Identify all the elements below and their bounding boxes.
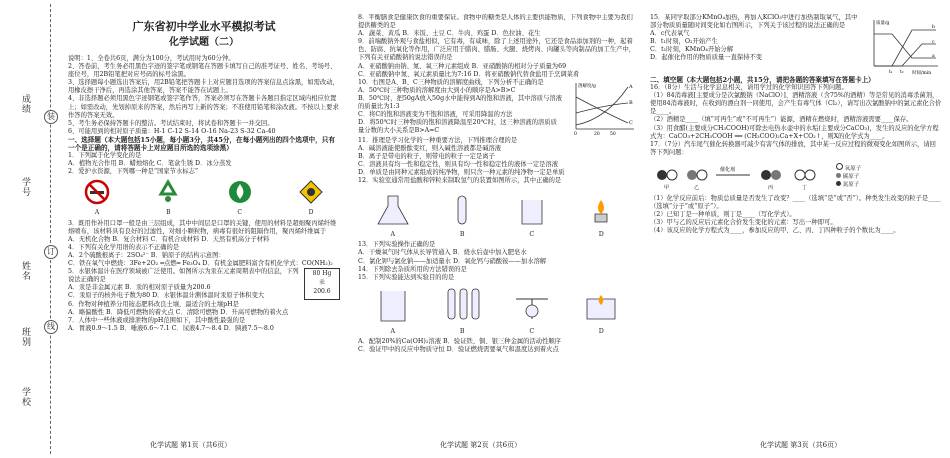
question: A．50℃时三种物质的溶解度由大到小的顺序是A>B>C <box>358 86 516 94</box>
atomic-mass: 200.6 <box>313 288 331 296</box>
question: 10．右图是A、B、C三种物质的溶解度曲线，下列分析不正确的是 <box>358 78 544 86</box>
water-sign-options <box>76 179 332 216</box>
apparatus-option <box>373 192 413 239</box>
series-label: b <box>932 25 935 30</box>
question: 12．实验室通常用盐酸和锌粒来制取氢气的装置如图所示，其中正确的是 <box>358 177 562 185</box>
curve-c <box>576 97 628 123</box>
question: 9．前端酸钠外观与食盐相似，它有毒，有咸味，除了上述用途外，它还是食品添加剂的一种，起着色、防腐、抗氧化等作用，广泛应用于腊肉、腊肠、火腿、烧烤肉、肉罐头等肉制品的加工生产中，下列有关亚硝酸钠的说法错误的是 <box>358 38 636 62</box>
question: 17．（7分）汽车尾气催化转换器可减少有害气体的排放，其中某一反应过程的微观变化如图所示，请回答下列问题： <box>650 140 936 156</box>
test-tubes-icon <box>440 285 484 325</box>
binding-mark: 装 <box>44 110 58 124</box>
question: （3）甲与乙的反应后元素化合价发生变化的元素：写出一种即可。 <box>650 219 837 227</box>
score-label: 成绩 <box>22 95 32 115</box>
tick-label: 20 <box>594 131 600 137</box>
question: C．溶液具有均一性和稳定性，则具有均一性和稳定性的液体一定是溶液 <box>358 161 559 169</box>
sign-label: A <box>94 208 100 216</box>
mercury-element-card <box>304 268 340 300</box>
beaker-icon <box>512 192 552 228</box>
school-label: 学校 <box>22 388 32 408</box>
note: 5、考生务必保持答题卡的整洁。考试结束时，将试卷和答题卡一并交回。 <box>68 119 274 127</box>
question: （2）已知丁是一种单质，则丁是____（写化学式）。 <box>650 211 796 219</box>
question: A．亚硝酸钠由钠、氮、氧三种元素组成 B．亚硝酸钠的相对分子质量为69 <box>358 62 567 70</box>
question: 14．下列除去杂质所用的方法错误的是 <box>358 265 467 273</box>
note: 3、选择题每小题选出答案后，用2B铅笔把答题卡上对应题目选项的答案信息点涂黑，如需改动，用橡皮擦干净后，再选涂其他答案，答案不能答在试题上。 <box>68 79 339 95</box>
student-id-label: 学号 <box>22 178 32 198</box>
page-3 <box>650 14 942 434</box>
x-axis-label: 时间/min <box>912 71 932 76</box>
page-footer: 化学试题 第3页（共6页） <box>760 441 842 449</box>
question: 5．水银体温计在医疗领域被广泛使用。如图所示为汞在元素周期表中的信息，下列说法正确的是 <box>68 268 299 284</box>
solubility-chart <box>566 79 636 137</box>
name-label: 姓名 <box>22 262 32 282</box>
sign-label: C <box>237 208 242 216</box>
atom-legend <box>836 163 861 189</box>
question: C．氯化钾与氯化钠——加适量水 D．氧化钙与硝酸铵——加水溶解 <box>358 257 547 265</box>
question: 13．下列实验操作正确的是 <box>358 241 436 249</box>
experiment-option <box>440 285 484 336</box>
tick-label: 0 <box>574 131 577 137</box>
page-1 <box>68 14 340 434</box>
tick-label: t₁ <box>889 70 893 75</box>
section-heading: 二、填空题（本大题包括2小题，共15分，请把各题的答案填写在答题卡上） <box>650 76 875 84</box>
option-label: C <box>529 231 535 239</box>
balance-icon <box>510 285 554 325</box>
question: C．验证甲中的反应中物质守恒 D．验证燃烧需要氧气和温度达到着火点 <box>358 345 559 353</box>
question: D．单质是由同种元素组成的纯净物，则只含一种元素的纯净物一定是单质 <box>358 169 565 177</box>
question: A．无机化合物 B．复合材料 C．有机合成材料 D．天然有机高分子材料 <box>68 235 270 243</box>
no-smoking-sign-icon <box>84 179 110 205</box>
question: 15．下列实验能达到实验目的的是 <box>358 273 455 281</box>
molecule-label: 甲 <box>664 184 670 191</box>
option-label: C <box>529 327 535 335</box>
option-label: B <box>459 327 465 335</box>
question: （1）84消毒液[主要成分是次氯酸钠（NaClO）]、酒精溶液（含75%的酒精）等是常见的消毒杀菌剂，使用84消毒液时，在收到的漂白剂一同使用，会产生有毒气体（Cl₂），请写出次氯酸钠中的氯元素化合价是____。 <box>650 92 942 116</box>
binding-mark: 线 <box>44 320 58 334</box>
question: D．将50℃时三种物质的饱和溶液降温至20℃时，这三种溶液的溶质质量分数的大小关系是B>A=C <box>358 119 557 135</box>
page-2 <box>358 14 636 434</box>
question: A．c代表氧气 <box>650 30 690 38</box>
series-label: a <box>932 54 935 59</box>
note: 2、答卷前，考生务必用黑色字迹的签字笔或钢笔在答题卡填写自己的准考证号、姓名、考场号、座位号，用2B铅笔把对应号码的标号涂黑。 <box>68 63 337 79</box>
molecule-label: 丁 <box>802 184 808 191</box>
element-symbol: Hg <box>322 270 332 278</box>
experiment-option <box>371 285 415 336</box>
question: B．t₁时刻，O₂开始产生 <box>650 38 718 46</box>
sign-option <box>147 179 189 216</box>
question: C．t₁时刻，KMnO₄开始分解 <box>650 46 734 54</box>
page-footer: 化学试题 第1页（共6页） <box>150 441 232 449</box>
curve-label: B <box>629 99 633 106</box>
question: （4）该反应的化学方程式为____，参加反应的甲、乙、丙、丁四种粒子的个数比为____。 <box>650 227 900 235</box>
question: 11．推理是学习化学的一种重要方法，下列推理合理的是 <box>358 136 518 144</box>
flask-icon <box>373 192 413 228</box>
y-axis-label: 质量/g <box>876 21 890 26</box>
question: A．配制20%的Ca(OH)₂溶液 B．验证铁、铜、银三种金属的活动性顺序 <box>358 337 561 345</box>
series-b <box>874 30 936 66</box>
tick-label: 50 <box>610 131 616 137</box>
mass-time-graph <box>862 14 942 76</box>
series-a <box>874 34 936 58</box>
test-tube-icon <box>442 192 482 228</box>
y-axis-label: 溶解度/g <box>578 83 596 89</box>
option-label: A <box>390 231 396 239</box>
page-footer: 化学试题 第2页（共6页） <box>440 441 522 449</box>
sign-label: D <box>308 208 314 216</box>
question: B．离子是带电的粒子，则带电的粒子一定是离子 <box>358 152 495 160</box>
binding-mark: 订 <box>44 245 58 259</box>
section-heading: 一、选择题（本大题包括15小题，每小题3分，共45分，在每小题列出的四个选项中，只有一个是正确的，请将答题卡上对应题目所选的选项涂黑） <box>68 135 335 153</box>
question: （3）用食醋(主要成分CH₃COOH)可除去电热水壶中的水垢(主要成分CaCO₃)，发生的反应的化学方程式为：CaCO₃+2CH₃COOH ══ (CH₃COO)₂Ca+X+CO₂↑，则X的化学式为____。 <box>650 124 939 140</box>
series-label: c <box>932 40 935 45</box>
sign-label: B <box>166 208 171 216</box>
atomic-number: 80 <box>312 270 321 278</box>
question: D．起催化作用的物质质量一直保持不变 <box>650 54 763 62</box>
sign-option <box>76 179 118 216</box>
reaction-diagram <box>650 161 942 191</box>
catalyst-label: 催化剂 <box>720 166 736 173</box>
question: A．汞是非金属元素 B．汞的相对原子质量为200.6 <box>68 284 211 292</box>
experiment-option <box>579 285 623 336</box>
question: 8．平衡膳食是健康饮食的重要保证。食物中的糖类是人体的主要供能物质，下列食物中主要为我们提供糖类的是 <box>358 14 633 30</box>
question: C．亚硝酸钠中氮、氧元素质量比为7:16 D．将亚硝酸钠代替食盐用于烹调菜肴 <box>358 70 580 78</box>
molecule-label: 丙 <box>768 184 774 191</box>
question: C．汞原子的核外电子数为80 D．水银体温计测体温时汞原子体积变大 <box>68 292 265 300</box>
element-name: 汞 <box>318 279 325 287</box>
question: A．胃液0.9～1.5 B．唾液6.6～7.1 C．尿液4.7～8.4 D．胰液7.5～8.0 <box>68 324 274 332</box>
recycle-icon <box>155 179 181 205</box>
combustion-icon <box>579 285 623 325</box>
apparatus-option <box>442 192 482 239</box>
option-label: D <box>598 327 604 335</box>
option-label: D <box>598 231 604 239</box>
question: 16．（8分）生活与化学息息相关，请用学过的化学知识回答下列问题。 <box>650 84 848 92</box>
burner-icon <box>581 192 621 228</box>
question: C．铁在氧气中燃烧：3Fe+2O₂ ═点燃═ Fe₃O₄ D．有机金属肥料富含有机化学式：CO(NH₂)₂ <box>68 260 333 268</box>
question: A．略偏酸性 B．降低可燃物的着火点 C．清除可燃物 D．升高可燃物的着火点 <box>68 308 289 316</box>
option-label: B <box>459 231 465 239</box>
class-label: 班别 <box>22 328 32 348</box>
note: 说明：1、全卷共6页，满分为100分，考试用时为60分钟。 <box>68 55 235 62</box>
question: （2）酒精是____（填“可再生”或“不可再生”）能源，酒精在燃烧时，酒精溶液需要____保存。 <box>650 116 913 124</box>
curve-b <box>576 103 628 113</box>
series-c <box>874 44 936 66</box>
molecule-label: 乙 <box>694 184 700 191</box>
legend-item: 碳原子 <box>842 173 860 180</box>
legend-item: 氮原子 <box>842 181 860 188</box>
sign-option <box>219 179 261 216</box>
question: 3．既用作补用口罩一般是由三层组成，其中中间层是口罩的关键，使用的材料是超细聚丙烯纤维熔喷布，该材料具有良好的过滤性，对细小颗粒物，病毒有很好的阻隔作用，聚丙烯纤维属于 <box>68 219 337 235</box>
curve-label: C <box>629 119 633 126</box>
cut-line <box>50 4 51 454</box>
exam-subtitle: 化学试题（二） <box>169 37 239 48</box>
exam-title: 广东省初中学业水平模拟考试 <box>132 20 276 33</box>
question: A．干燥氧气时气体从长导管通入 B．烧水后壶中加入肥皂水 <box>358 249 527 257</box>
option-label: A <box>390 327 396 335</box>
curve-label: A <box>629 83 633 90</box>
legend-item: 氧原子 <box>844 165 862 172</box>
question: 6．作物对种植养分用铵态肥料改良土壤，最适合的土壤pH是 <box>68 300 239 308</box>
question: 1．下列属于化学变化的是 <box>68 152 142 160</box>
question: C．将C的饱和溶液变为不饱和溶液，可采用降温的方法 <box>358 111 513 119</box>
apparatus-figures <box>358 187 636 239</box>
question: 15．某同学取部分KMnO₄加热，再加入KClO₃中进行加热制取氧气，其中部分物质质量随时间变化如右图所示，下列关于该过程的说法正确的是 <box>650 14 858 30</box>
hazard-icon <box>298 179 324 205</box>
experiment-figures <box>358 284 636 336</box>
binding-strip <box>0 0 62 458</box>
question: 7．人体中一些体液或排泄物的pH范围如下，其中酸性最强的是 <box>68 316 246 324</box>
question: 4．下列有关化学用语的表示不正确的是 <box>68 243 180 251</box>
question: B．50℃时，把50gA放入50g水中能得到A的饱和溶液，其中溶质与溶液的质量比为1:3 <box>358 94 562 111</box>
note: 6、可能用到的相对原子质量：H-1 C-12 S-14 O-16 Na-23 S-32 Ca-40 <box>68 127 276 135</box>
question: A．2个硫酸根离子：2SO₄²⁻ B．钠原子的结构示意图： <box>68 251 225 259</box>
question: A．蔬菜、黄瓜 B．米饭、土豆 C．牛肉、鸡蛋 D．色拉油、花生 <box>358 30 541 38</box>
question: （1）化学反应前后：物质总质量是否发生了改变？____（选填“是”或“否”）。种类发生改变的粒子是____（选填“分子”或“原子”）。 <box>650 194 941 211</box>
question: 2．爱护水资源，下列哪一种是“国家节水标志” <box>68 168 199 176</box>
tick-label: t₂ <box>900 70 904 75</box>
beaker-icon <box>371 285 415 325</box>
water-saving-icon <box>227 179 253 205</box>
apparatus-option <box>581 192 621 239</box>
experiment-option <box>510 285 554 336</box>
note: 4、非选择题必须用黑色字迹钢笔或签字笔作答，答案必须写在答题卡各题目指定区域内相应位置上；如需改动，先划掉原来的答案，然后再写上新的答案；不准使用铅笔和涂改液。不按以上要求作答的答案无效。 <box>68 95 339 119</box>
molecule-reaction-icon <box>650 161 830 191</box>
question: A．植物光合作用 B．蜡烛熔化 C．笔盒生锈 D．冰分蒸发 <box>68 160 232 168</box>
sign-option <box>290 179 332 216</box>
question: A．碱溶液能使酚酞变红，则入碱性溶液都是碱溶液 <box>358 144 502 152</box>
apparatus-option <box>512 192 552 239</box>
